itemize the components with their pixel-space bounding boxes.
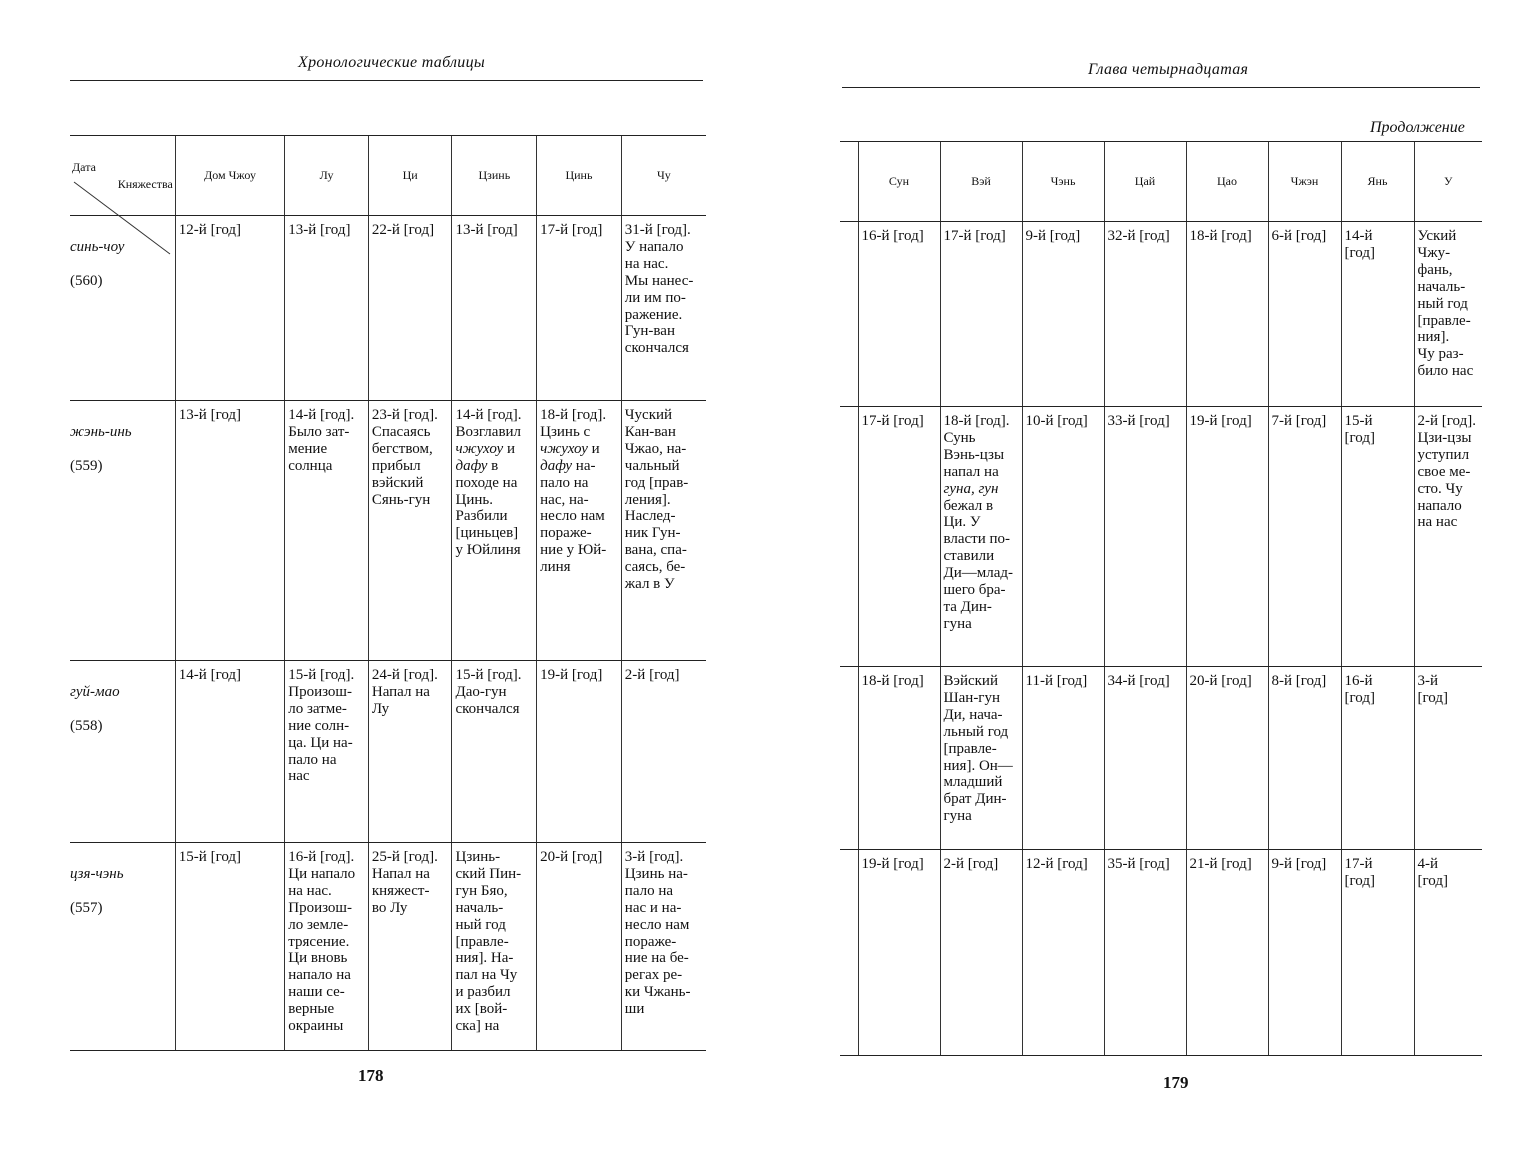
continuation-label: Продолжение — [1370, 119, 1465, 136]
table-row — [840, 407, 1482, 667]
table-cell: 34-й [год] — [1104, 667, 1186, 850]
corner-header — [70, 136, 175, 216]
table-cell: 16-й [год]. Ци напало на нас. Произош- ло земле- трясение. Ци вновь напало на наши се- верные окраины — [285, 843, 369, 1051]
chronology-table-right — [840, 141, 1482, 1056]
page-number-right: 179 — [1163, 1073, 1189, 1092]
column-header: Цао — [1186, 142, 1268, 222]
margin-cell — [840, 850, 858, 1056]
table-cell: 3-й [год] — [1414, 667, 1482, 850]
table-cell: 17-й [год] — [940, 222, 1022, 407]
table-cell: 2-й [год] — [621, 661, 706, 843]
table-cell: 18-й [год]. Сунь Вэнь-цзы напал на гуна, гун бежал в Ци. У власти по- ставили Ди—млад- шего бра- та Дин- гуна — [940, 407, 1022, 667]
column-header: Дом Чжоу — [175, 136, 284, 216]
table-cell: Вэйский Шан-гун Ди, нача- льный год [правле- ния]. Он— младший брат Дин- гуна — [940, 667, 1022, 850]
year-bc: (559) — [70, 457, 103, 474]
column-header: Янь — [1341, 142, 1414, 222]
date-cell — [70, 843, 175, 1051]
table-cell: 13-й [год] — [452, 216, 537, 401]
column-header: Чэнь — [1022, 142, 1104, 222]
cyclical-date: цзя-чэнь — [70, 865, 124, 882]
page-number-left: 178 — [358, 1066, 384, 1085]
chronology-table-left — [70, 135, 706, 1051]
table-cell: 3-й [год]. Цзинь на- пало на нас и на- несло нам пораже- ние на бе- регах ре- ки Чжань- ши — [621, 843, 706, 1051]
table-cell: 7-й [год] — [1268, 407, 1341, 667]
cyclical-date: жэнь-инь — [70, 423, 132, 440]
table-cell: 19-й [год] — [858, 850, 940, 1056]
table-cell: 32-й [год] — [1104, 222, 1186, 407]
column-header: Цай — [1104, 142, 1186, 222]
header-rule-left — [70, 80, 703, 81]
column-header: Чу — [621, 136, 706, 216]
margin-cell — [840, 407, 858, 667]
table-cell: 23-й [год]. Спасаясь бегством, прибыл вэйский Сянь-гун — [368, 401, 452, 661]
year-bc: (560) — [70, 272, 103, 289]
table-cell: 2-й [год] — [940, 850, 1022, 1056]
table-cell: 15-й [год] — [1341, 407, 1414, 667]
table-cell: Уский Чжу- фань, началь- ный год [правле- ния]. Чу раз- било нас — [1414, 222, 1482, 407]
margin-cell — [840, 667, 858, 850]
table-cell: 35-й [год] — [1104, 850, 1186, 1056]
table-row — [840, 667, 1482, 850]
table-row — [70, 661, 706, 843]
table-cell: 16-й [год] — [858, 222, 940, 407]
table-cell: 9-й [год] — [1022, 222, 1104, 407]
year-bc: (557) — [70, 899, 103, 916]
table-cell: 14-й [год] — [175, 661, 284, 843]
table-row — [70, 843, 706, 1051]
table-row — [840, 222, 1482, 407]
table-cell: 4-й [год] — [1414, 850, 1482, 1056]
table-cell: 12-й [год] — [175, 216, 284, 401]
table-cell: 15-й [год] — [175, 843, 284, 1051]
column-header: Цзинь — [452, 136, 537, 216]
corner-label-principalities: Княжества — [117, 176, 173, 191]
column-header: Цинь — [537, 136, 622, 216]
margin-cell — [840, 222, 858, 407]
table-cell: 19-й [год] — [1186, 407, 1268, 667]
year-bc: (558) — [70, 717, 103, 734]
table-row — [840, 850, 1482, 1056]
table-cell: 14-й [год]. Было зат- мение солнца — [285, 401, 369, 661]
table-cell: 9-й [год] — [1268, 850, 1341, 1056]
date-cell — [70, 661, 175, 843]
corner-label-date: Дата — [72, 159, 96, 174]
table-cell: 22-й [год] — [368, 216, 452, 401]
column-header: Сун — [858, 142, 940, 222]
table-cell: 20-й [год] — [1186, 667, 1268, 850]
table-cell: 24-й [год]. Напал на Лу — [368, 661, 452, 843]
running-head-right: Глава четырнадцатая — [1088, 61, 1249, 78]
table-cell: 31-й [год]. У напало на нас. Мы нанес- ли им по- ражение. Гун-ван скончался — [621, 216, 706, 401]
table-cell: 13-й [год] — [285, 216, 369, 401]
table-cell: 19-й [год] — [537, 661, 622, 843]
table-cell: 16-й [год] — [1341, 667, 1414, 850]
table-cell: 6-й [год] — [1268, 222, 1341, 407]
table-cell: 2-й [год]. Цзи-цзы уступил свое ме- сто. Чу напало на нас — [1414, 407, 1482, 667]
table-cell: 17-й [год] — [537, 216, 622, 401]
table-cell: 8-й [год] — [1268, 667, 1341, 850]
table-cell: 21-й [год] — [1186, 850, 1268, 1056]
table-cell: Цзинь- ский Пин- гун Бяо, началь- ный год [правле- ния]. На- пал на Чу и разбил их [вой- ска] на — [452, 843, 537, 1051]
table-cell: 14-й [год]. Возглавил чжухоу и дафу в походе на Цинь. Разбили [циньцев] у Юйлиня — [452, 401, 537, 661]
table-cell: 20-й [год] — [537, 843, 622, 1051]
table-cell: 11-й [год] — [1022, 667, 1104, 850]
table-cell: 18-й [год] — [858, 667, 940, 850]
table-row — [70, 401, 706, 661]
cyclical-date: гуй-мао — [70, 683, 120, 700]
table-cell: 17-й [год] — [1341, 850, 1414, 1056]
table-cell: 15-й [год]. Дао-гун скончался — [452, 661, 537, 843]
table-cell: Чуский Кан-ван Чжао, на- чальный год [прав- ления]. Наслед- ник Гун- вана, спа- саясь, бе- жал в У — [621, 401, 706, 661]
table-cell: 25-й [год]. Напал на княжест- во Лу — [368, 843, 452, 1051]
date-cell — [70, 401, 175, 661]
header-rule-right — [842, 87, 1480, 88]
table-cell: 17-й [год] — [858, 407, 940, 667]
column-header: Вэй — [940, 142, 1022, 222]
running-head-left: Хронологические таблицы — [298, 54, 486, 71]
table-cell: 15-й [год]. Произош- ло затме- ние солн- ца. Ци на- пало на нас — [285, 661, 369, 843]
table-cell: 13-й [год] — [175, 401, 284, 661]
table-cell: 18-й [год] — [1186, 222, 1268, 407]
table-cell: 10-й [год] — [1022, 407, 1104, 667]
margin-header — [840, 142, 858, 222]
column-header: Чжэн — [1268, 142, 1341, 222]
table-cell: 33-й [год] — [1104, 407, 1186, 667]
column-header: У — [1414, 142, 1482, 222]
cyclical-date: синь-чоу — [70, 238, 125, 255]
table-cell: 12-й [год] — [1022, 850, 1104, 1056]
column-header: Лу — [285, 136, 369, 216]
column-header: Ци — [368, 136, 452, 216]
table-cell: 18-й [год]. Цзинь с чжухоу и дафу на- пало на нас, на- несло нам пораже- ние у Юй- линя — [537, 401, 622, 661]
table-cell: 14-й [год] — [1341, 222, 1414, 407]
